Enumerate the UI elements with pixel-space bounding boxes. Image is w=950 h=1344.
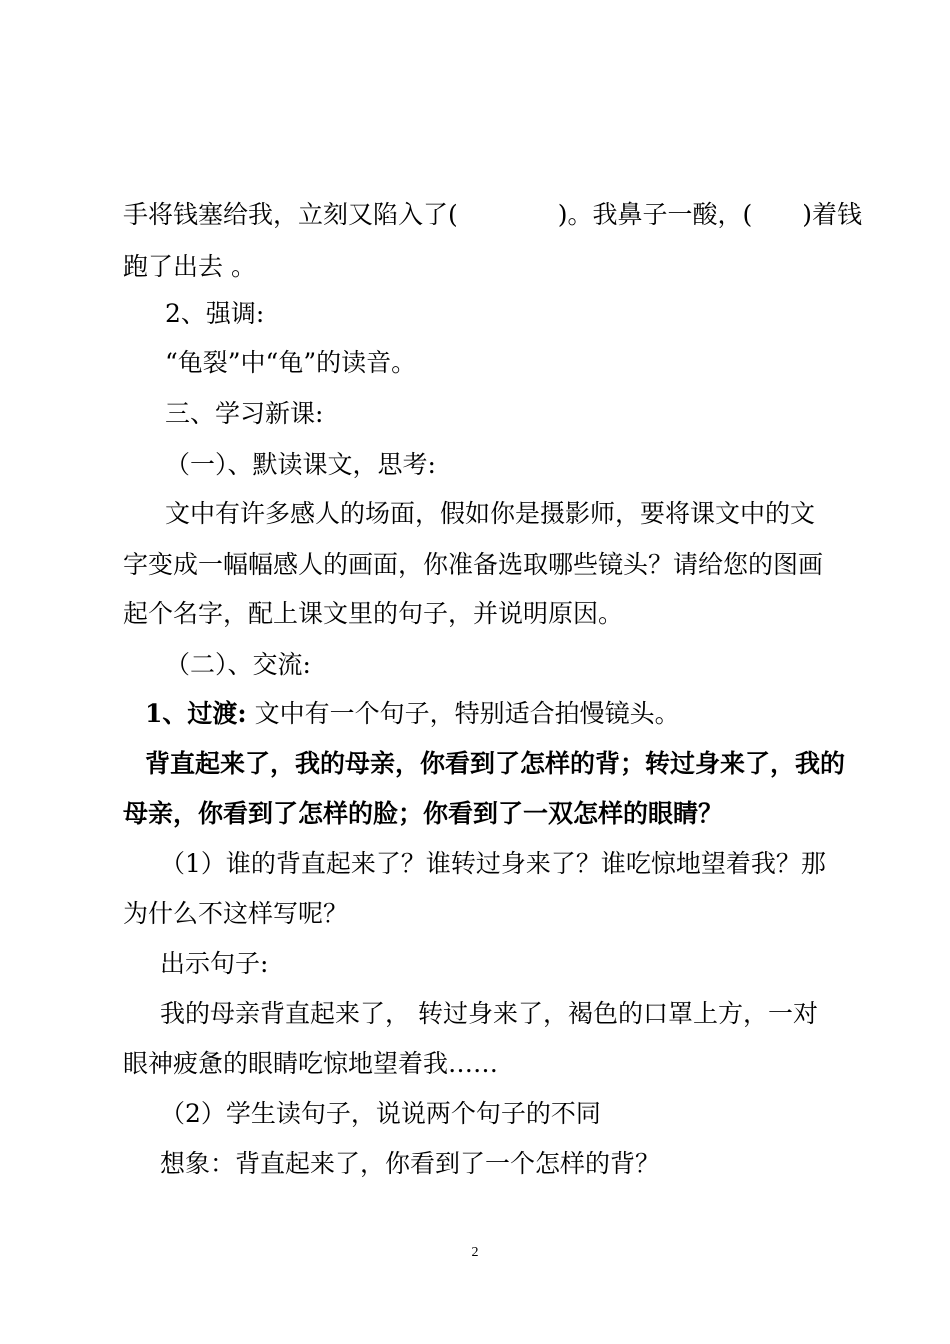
bold-quote-line-2: 母亲，你看到了怎样的脸；你看到了一双怎样的眼睛？ xyxy=(123,799,724,828)
page-number: 2 xyxy=(471,1245,479,1260)
sentence-line-2: 眼神疲惫的眼睛吃惊地望着我…… xyxy=(123,1049,499,1078)
subheading-silent-reading: （一）、默读课文，思考: xyxy=(165,450,436,479)
text-line-2: 跑了出去 。 xyxy=(123,252,256,281)
section-heading-emphasis: 2、强调: xyxy=(165,299,265,328)
show-sentence-label: 出示句子: xyxy=(160,949,269,978)
question-1-line-1: （1）谁的背直起来了？谁转过身来了？谁吃惊地望着我？那 xyxy=(160,849,826,878)
subheading-discussion: （二）、交流: xyxy=(165,650,311,679)
text-line-transition xyxy=(145,699,680,729)
question-2: （2）学生读句子，说说两个句子的不同 xyxy=(160,1099,601,1128)
section-heading-new-lesson: 三、学习新课: xyxy=(165,399,324,428)
text-line-1: 手将钱塞给我，立刻又陷入了( )。我鼻子一酸，( )着钱 xyxy=(123,200,863,229)
text-line-8: 字变成一幅幅感人的画面，你准备选取哪些镜头？请给您的图画 xyxy=(123,550,824,579)
sentence-line-1: 我的母亲背直起来了， 转过身来了，褐色的口罩上方，一对 xyxy=(160,999,818,1028)
text-line-9: 起个名字，配上课文里的句子，并说明原因。 xyxy=(123,599,624,628)
transition-label: 1、过渡: xyxy=(145,699,247,728)
text-line-7: 文中有许多感人的场面，假如你是摄影师，要将课文中的文 xyxy=(165,499,816,528)
imagine-line: 想象：背直起来了，你看到了一个怎样的背？ xyxy=(160,1149,661,1178)
question-1-line-2: 为什么不这样写呢？ xyxy=(123,899,349,928)
text-line-pronunciation: “龟裂”中“龟”的读音。 xyxy=(165,348,417,377)
transition-text: 文中有一个句子，特别适合拍慢镜头。 xyxy=(246,699,680,728)
bold-quote-line-1: 背直起来了，我的母亲，你看到了怎样的背；转过身来了，我的 xyxy=(145,749,846,778)
